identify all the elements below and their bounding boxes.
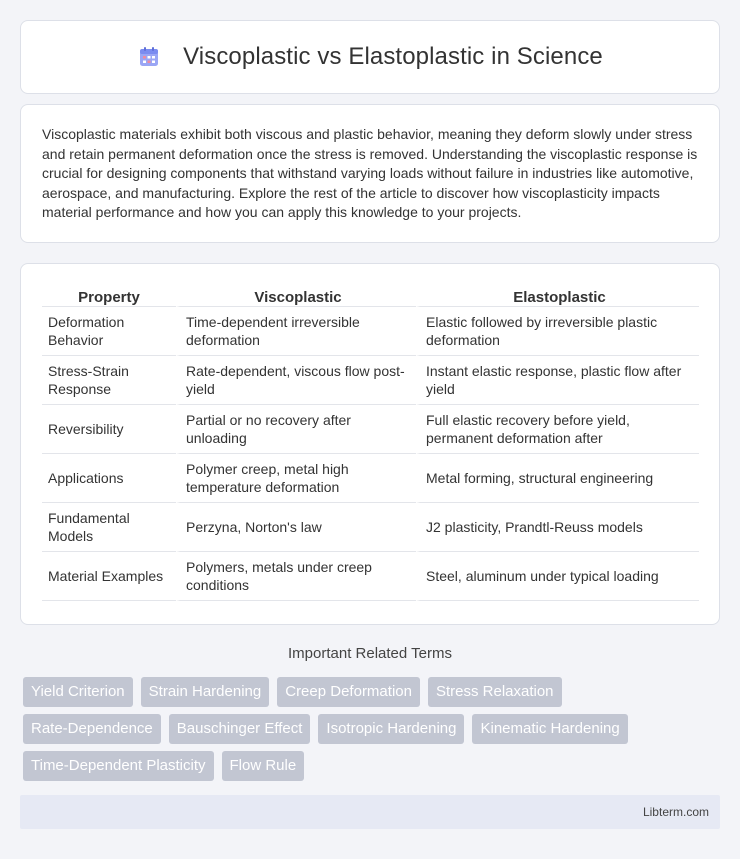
- intro-paragraph: Viscoplastic materials exhibit both viscous and plastic behavior, meaning they deform slowly under stress and retain permanent deformation once the stress is removed. Understanding the viscoplastic response is crucial for designing components that withstand varying loads without failure in industries like automotive, aerospace, and manufacturing. Explore the rest of the article to discover how viscoplasticity impacts material performance and how you can apply this knowledge to your projects.: [42, 126, 698, 221]
- table-header-row: [42, 285, 699, 307]
- tag-row: [23, 714, 723, 744]
- footer: [20, 795, 720, 829]
- elastoplastic-cell: Elastic followed by irreversible plastic deformation: [416, 307, 699, 356]
- tag-row: [23, 677, 723, 707]
- tag-creep-deformation[interactable]: Creep Deformation: [277, 677, 420, 707]
- header-property: Property: [42, 285, 176, 307]
- viscoplastic-cell: Polymers, metals under creep conditions: [176, 552, 416, 601]
- tag-bauschinger-effect[interactable]: Bauschinger Effect: [169, 714, 311, 744]
- property-cell: Fundamental Models: [42, 503, 176, 552]
- tag-rate-dependence[interactable]: Rate-Dependence: [23, 714, 161, 744]
- viscoplastic-cell: Time-dependent irreversible deformation: [176, 307, 416, 356]
- related-terms-tags: [23, 677, 723, 788]
- comparison-table: [42, 285, 699, 601]
- related-terms-heading: Important Related Terms: [288, 645, 452, 662]
- table-row: [42, 307, 699, 356]
- property-cell: Applications: [42, 454, 176, 503]
- elastoplastic-cell: Instant elastic response, plastic flow after yield: [416, 356, 699, 405]
- table-row: [42, 356, 699, 405]
- tag-flow-rule[interactable]: Flow Rule: [222, 751, 305, 781]
- viscoplastic-cell: Polymer creep, metal high temperature deformation: [176, 454, 416, 503]
- comparison-table-card: [20, 263, 720, 625]
- footer-brand-link[interactable]: Libterm.com: [642, 805, 709, 819]
- header-viscoplastic: Viscoplastic: [176, 285, 416, 307]
- tag-kinematic-hardening[interactable]: Kinematic Hardening: [472, 714, 627, 744]
- tag-time-dependent-plasticity[interactable]: Time-Dependent Plasticity: [23, 751, 214, 781]
- elastoplastic-cell: Full elastic recovery before yield, permanent deformation after: [416, 405, 699, 454]
- table-row: [42, 552, 699, 601]
- table-row: [42, 405, 699, 454]
- tag-strain-hardening[interactable]: Strain Hardening: [141, 677, 270, 707]
- viscoplastic-cell: Perzyna, Norton's law: [176, 503, 416, 552]
- intro-card: [20, 104, 720, 243]
- tag-isotropic-hardening[interactable]: Isotropic Hardening: [318, 714, 464, 744]
- tag-stress-relaxation[interactable]: Stress Relaxation: [428, 677, 562, 707]
- property-cell: Reversibility: [42, 405, 176, 454]
- viscoplastic-cell: Rate-dependent, viscous flow post-yield: [176, 356, 416, 405]
- elastoplastic-cell: Steel, aluminum under typical loading: [416, 552, 699, 601]
- property-cell: Deformation Behavior: [42, 307, 176, 356]
- elastoplastic-cell: Metal forming, structural engineering: [416, 454, 699, 503]
- table-row: [42, 454, 699, 503]
- tag-row: [23, 751, 723, 781]
- property-cell: Stress-Strain Response: [42, 356, 176, 405]
- elastoplastic-cell: J2 plasticity, Prandtl-Reuss models: [416, 503, 699, 552]
- table-row: [42, 503, 699, 552]
- viscoplastic-cell: Partial or no recovery after unloading: [176, 405, 416, 454]
- calendar-icon: [137, 45, 161, 69]
- page-title: Viscoplastic vs Elastoplastic in Science: [183, 43, 603, 70]
- tag-yield-criterion[interactable]: Yield Criterion: [23, 677, 133, 707]
- title-card: [20, 20, 720, 94]
- header-elastoplastic: Elastoplastic: [416, 285, 699, 307]
- property-cell: Material Examples: [42, 552, 176, 601]
